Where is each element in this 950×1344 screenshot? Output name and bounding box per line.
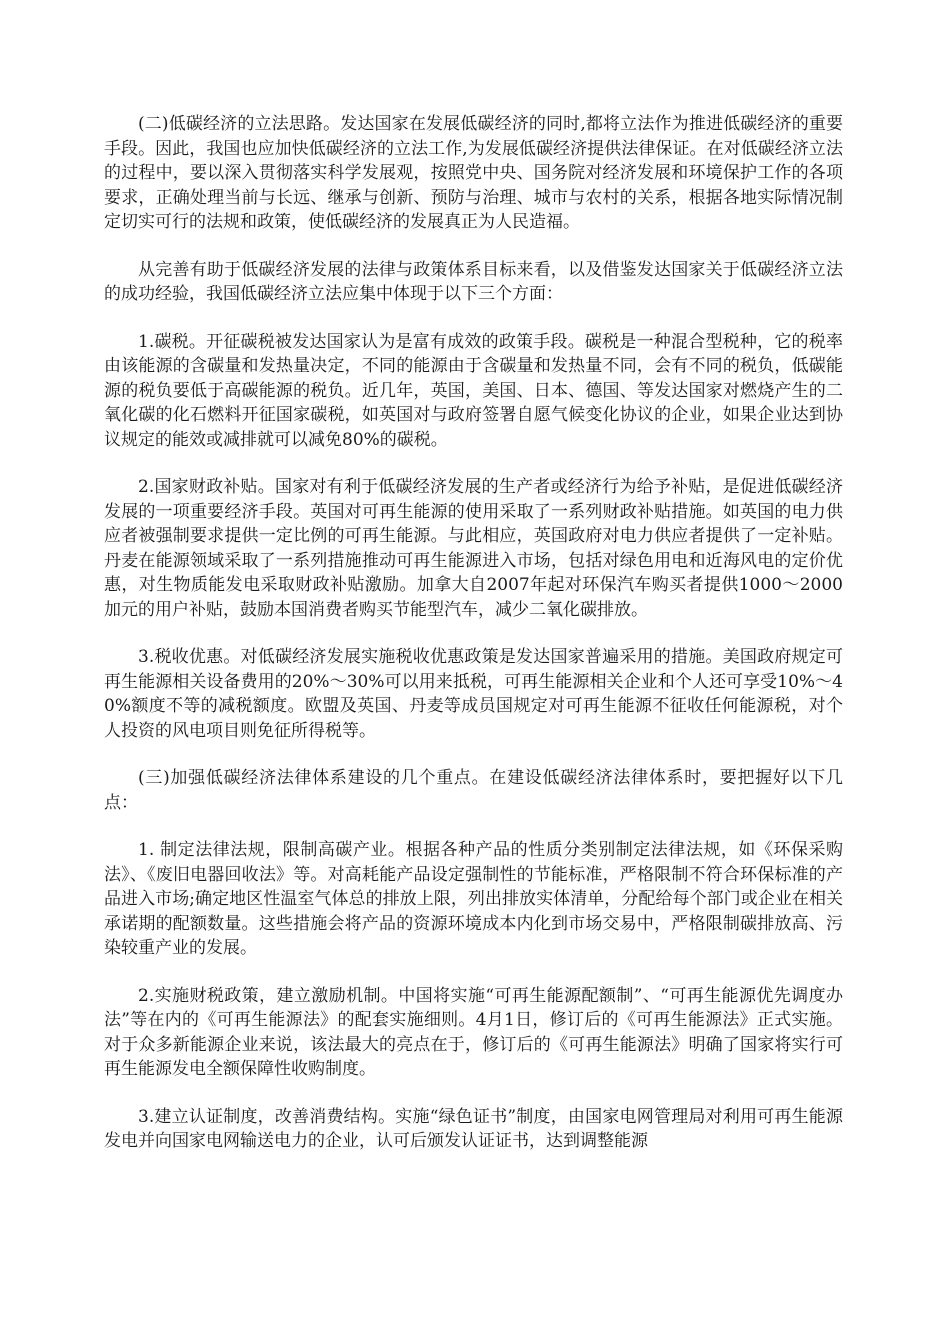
- paragraph-tax-incentives: 3.税收优惠。对低碳经济发展实施税收优惠政策是发达国家普遍采用的措施。美国政府规定可再生能源相关设备费用的20%～30%可以用来抵税，可再生能源相关企业和个人还可享受10%～40%额度不等的减税额度。欧盟及英国、丹麦等成员国规定对可再生能源不征收任何能源税，对个人投资的风电项目则免征所得税等。: [104, 647, 843, 741]
- paragraph-three-aspects-intro: 从完善有助于低碳经济发展的法律与政策体系目标来看，以及借鉴发达国家关于低碳经济立法的成功经验，我国低碳经济立法应集中体现于以下三个方面：: [104, 259, 843, 304]
- paragraph-key-points-intro: (三)加强低碳经济法律体系建设的几个重点。在建设低碳经济法律体系时，要把握好以下几点：: [104, 768, 843, 813]
- document-body: [104, 112, 843, 1177]
- paragraph-fiscal-subsidy: 2.国家财政补贴。国家对有利于低碳经济发展的生产者或经济行为给予补贴，是促进低碳经济发展的一项重要经济手段。英国对可再生能源的使用采取了一系列财政补贴措施。如英国的电力供应者被强制要求提供一定比例的可再生能源。与此相应，英国政府对电力供应者提供了一定补贴。丹麦在能源领域采取了一系列措施推动可再生能源进入市场，包括对绿色用电和近海风电的定价优惠，对生物质能发电采取财政补贴激励。加拿大自2007年起对环保汽车购买者提供1000～2000加元的用户补贴，鼓励本国消费者购买节能型汽车，减少二氧化碳排放。: [104, 477, 843, 620]
- paragraph-laws-regulations: 1. 制定法律法规，限制高碳产业。根据各种产品的性质分类别制定法律法规，如《环保采购法》、《废旧电器回收法》等。对高耗能产品设定强制性的节能标准，严格限制不符合环保标准的产品进入市场;确定地区性温室气体总的排放上限，列出排放实体清单，分配给每个部门或企业在相关承诺期的配额数量。这些措施会将产品的资源环境成本内化到市场交易中，严格限制碳排放高、污染较重产业的发展。: [104, 840, 843, 958]
- paragraph-legislative-approach: (二)低碳经济的立法思路。发达国家在发展低碳经济的同时,都将立法作为推进低碳经济的重要手段。因此，我国也应加快低碳经济的立法工作,为发展低碳经济提供法律保证。在对低碳经济立法的过程中，要以深入贯彻落实科学发展观，按照党中央、国务院对经济发展和环境保护工作的各项要求，正确处理当前与长远、继承与创新、预防与治理、城市与农村的关系，根据各地实际情况制定切实可行的法规和政策，使低碳经济的发展真正为人民造福。: [104, 114, 843, 232]
- paragraph-certification-system: 3.建立认证制度，改善消费结构。实施“绿色证书”制度，由国家电网管理局对利用可再生能源发电并向国家电网输送电力的企业，认可后颁发认证证书，达到调整能源: [104, 1106, 843, 1151]
- paragraph-carbon-tax: 1.碳税。开征碳税被发达国家认为是富有成效的政策手段。碳税是一种混合型税种，它的税率由该能源的含碳量和发热量决定，不同的能源由于含碳量和发热量不同，会有不同的税负，低碳能源的税负要低于高碳能源的税负。近几年，英国，美国、日本、德国、等发达国家对燃烧产生的二氧化碳的化石燃料开征国家碳税，如英国对与政府签署自愿气候变化协议的企业，如果企业达到协议规定的能效或减排就可以减免80%的碳税。: [104, 331, 843, 450]
- paragraph-fiscal-policy: 2.实施财税政策，建立激励机制。中国将实施“可再生能源配额制”、“可再生能源优先调度办法”等在内的《可再生能源法》的配套实施细则。4月1日，修订后的《可再生能源法》正式实施。对于众多新能源企业来说，该法最大的亮点在于，修订后的《可再生能源法》明确了国家将实行可再生能源发电全额保障性收购制度。: [104, 985, 843, 1079]
